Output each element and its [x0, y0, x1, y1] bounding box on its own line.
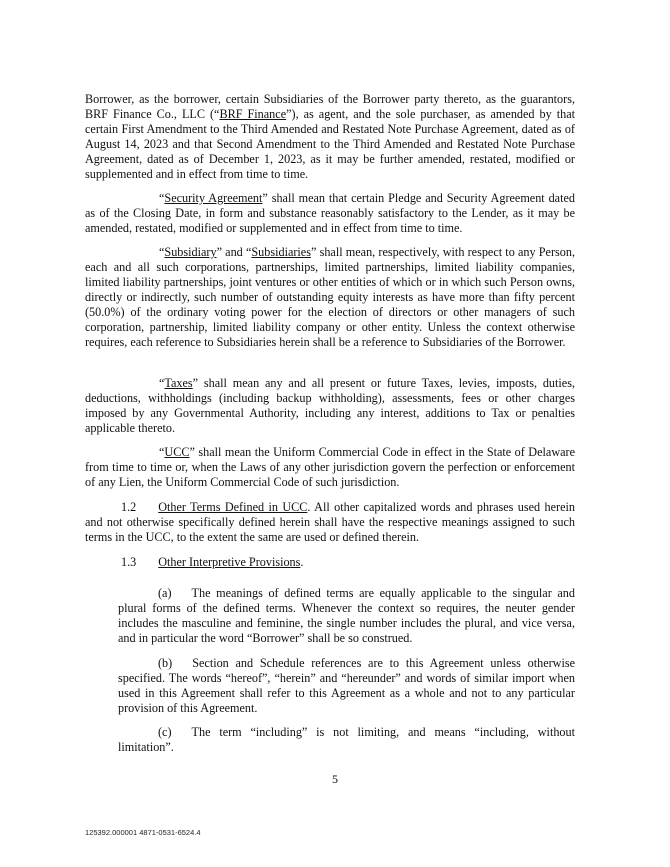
definition-taxes: [85, 376, 575, 436]
clause-label: (b): [158, 656, 173, 670]
defined-term-subsidiary: Subsidiary: [164, 245, 217, 259]
clause-text: The term “including” is not limiting, and means “including, without limitation”.: [118, 725, 575, 755]
clause-text: The meanings of defined terms are equally applicable to the singular and plural forms of the defined terms. Whenever the context so requires, the neuter gender includes the masculine and feminine, the single number includes the plural, and vice versa, and in particular the word “Borrower” shall be so construed.: [118, 586, 575, 646]
section-1-3: [85, 555, 575, 570]
defined-term-ucc: UCC: [164, 445, 190, 459]
paragraph-borrower-definition-continued: [85, 92, 575, 182]
defined-term-brf-finance: BRF Finance: [219, 107, 287, 122]
text: ” and “: [216, 245, 252, 259]
quote: “: [159, 245, 165, 259]
text: ”), as agent, and the sole purchaser, as amended by that certain First Amendment to the Third Amended and Restated Note Purchase Agreement, dated as of August 14, 2023 and that Second Amendment to the Third Amended and Restated Note Purchase Agreement, dated as of December 1, 2023, as it may be further amended, restated, modified or supplemented and in effect from time to time.: [85, 107, 575, 182]
clause-text: Section and Schedule references are to this Agreement unless otherwise specified. The words “hereof”, “herein” and “hereunder” and words of similar import when used in this Agreement shall refer to this Agreement as a whole and not to any particular provision of this Agreement.: [118, 656, 575, 716]
defined-term-security-agreement: Security Agreement: [164, 191, 263, 205]
clause-label: (c): [158, 725, 172, 739]
definition-text: ” shall mean, respectively, with respect to any Person, each and all such corporations, partnerships, limited partnerships, limited liability companies, limited liability partnerships, joint ventures or other entities of which or in which such Person owns, directly or indirectly, such number of outstanding equity interests as have more than fifty percent (50.0%) of the ordinary voting power for the election of directors or other managers of such corporation, partnership, limited liability company or other entity. Unless the context otherwise requires, each reference to Subsidiaries herein shall be a reference to Subsidiaries of the Borrower.: [85, 245, 575, 350]
clause-c: [118, 725, 575, 755]
quote: “: [159, 376, 165, 390]
page-number: 5: [332, 772, 338, 786]
definition-text: ” shall mean the Uniform Commercial Code in effect in the State of Delaware from time to time or, when the Laws of any other jurisdiction govern the perfection or enforcement of any Lien, the Uniform Commercial Code of such jurisdiction.: [85, 445, 575, 490]
clause-b: [118, 656, 575, 716]
section-number: 1.3: [121, 555, 137, 569]
text: Borrower, as the borrower, certain Subsidiaries of the Borrower party thereto, as the guarantors, BRF Finance Co., LLC (“: [85, 92, 575, 122]
text: .: [300, 555, 304, 569]
section-text: . All other capitalized words and phrases used herein and not otherwise specifically defined herein shall have the respective meanings assigned to such terms in the UCC, to the extent the same are used or defined therein.: [85, 500, 575, 545]
defined-term-subsidiaries: Subsidiaries: [251, 245, 311, 259]
section-heading: Other Terms Defined in UCC: [158, 500, 308, 514]
section-heading: Other Interpretive Provisions: [158, 555, 301, 569]
section-1-2: [85, 500, 575, 545]
quote: “: [159, 445, 165, 459]
definition-subsidiary: [85, 245, 575, 350]
definition-text: ” shall mean that certain Pledge and Security Agreement dated as of the Closing Date, in form and substance reasonably satisfactory to the Lender, as it may be amended, restated, modified or supplemented and in effect from time to time.: [85, 191, 575, 236]
quote: “: [159, 191, 165, 205]
document-footer-id: 125392.000001 4871-0531-6524.4: [85, 828, 201, 837]
section-number: 1.2: [121, 500, 137, 514]
definition-security-agreement: [85, 191, 575, 236]
defined-term-taxes: Taxes: [164, 376, 193, 390]
definition-text: ” shall mean any and all present or future Taxes, levies, imposts, duties, deductions, withholdings (including backup withholding), assessments, fees or other charges imposed by any Governmental Authority, including any interest, additions to Tax or penalties applicable thereto.: [85, 376, 575, 436]
definition-ucc: [85, 445, 575, 490]
clause-a: [118, 586, 575, 646]
clause-label: (a): [158, 586, 172, 600]
